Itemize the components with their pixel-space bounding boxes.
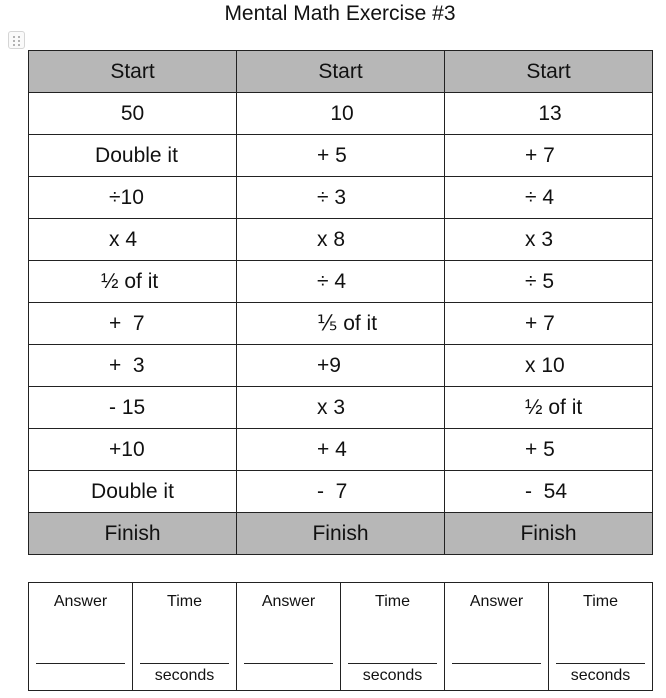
step-cell: x 3 xyxy=(445,219,653,261)
time-label: Time xyxy=(583,593,618,610)
column-header: Start xyxy=(445,51,653,93)
exercise-table xyxy=(28,50,653,555)
step-cell: + 5 xyxy=(445,429,653,471)
seconds-label: seconds xyxy=(570,667,631,684)
seconds-label: seconds xyxy=(154,667,215,684)
column-footer: Finish xyxy=(445,513,653,555)
step-row xyxy=(29,387,653,429)
step-row xyxy=(29,303,653,345)
step-cell: x 3 xyxy=(237,387,445,429)
step-row xyxy=(29,261,653,303)
step-cell: x 4 xyxy=(29,219,237,261)
step-cell: +10 xyxy=(29,429,237,471)
step-cell: - 7 xyxy=(237,471,445,513)
step-cell: ÷ 4 xyxy=(237,261,445,303)
header-row xyxy=(29,51,653,93)
step-cell: ÷ 5 xyxy=(445,261,653,303)
step-cell: + 5 xyxy=(237,135,445,177)
step-cell: Double it xyxy=(29,135,237,177)
step-cell: ⅕ of it xyxy=(237,303,445,345)
answer-blank-line xyxy=(36,663,125,664)
time-label: Time xyxy=(375,593,410,610)
time-box[interactable] xyxy=(549,583,653,691)
answer-row xyxy=(29,583,653,691)
step-cell: ÷ 4 xyxy=(445,177,653,219)
step-cell: 50 xyxy=(29,93,237,135)
page-title: Mental Math Exercise #3 xyxy=(224,2,456,25)
time-label: Time xyxy=(167,593,202,610)
step-cell: ÷10 xyxy=(29,177,237,219)
answer-box[interactable] xyxy=(29,583,133,691)
step-row xyxy=(29,93,653,135)
answer-blank-line xyxy=(452,663,541,664)
step-row xyxy=(29,471,653,513)
time-blank-line xyxy=(556,663,645,664)
answer-table xyxy=(28,582,653,691)
answer-box[interactable] xyxy=(237,583,341,691)
column-header: Start xyxy=(29,51,237,93)
answer-label: Answer xyxy=(261,593,316,610)
footer-row xyxy=(29,513,653,555)
column-footer: Finish xyxy=(237,513,445,555)
column-footer: Finish xyxy=(29,513,237,555)
step-cell: + 7 xyxy=(29,303,237,345)
step-cell: + 7 xyxy=(445,303,653,345)
answer-label: Answer xyxy=(53,593,108,610)
step-row xyxy=(29,345,653,387)
answer-blank-line xyxy=(244,663,333,664)
step-cell: Double it xyxy=(29,471,237,513)
step-cell: ÷ 3 xyxy=(237,177,445,219)
step-row xyxy=(29,177,653,219)
column-header: Start xyxy=(237,51,445,93)
step-cell: +9 xyxy=(237,345,445,387)
time-blank-line xyxy=(348,663,437,664)
drag-handle-icon[interactable] xyxy=(8,31,25,49)
seconds-label: seconds xyxy=(362,667,423,684)
time-blank-line xyxy=(140,663,229,664)
step-row xyxy=(29,429,653,471)
step-cell: + 3 xyxy=(29,345,237,387)
step-cell: x 10 xyxy=(445,345,653,387)
step-cell: 13 xyxy=(445,93,653,135)
step-row xyxy=(29,219,653,261)
step-cell: - 15 xyxy=(29,387,237,429)
step-cell: x 8 xyxy=(237,219,445,261)
time-box[interactable] xyxy=(341,583,445,691)
step-cell: ½ of it xyxy=(445,387,653,429)
step-cell: ½ of it xyxy=(29,261,237,303)
answer-label: Answer xyxy=(469,593,524,610)
step-cell: + 4 xyxy=(237,429,445,471)
step-cell: - 54 xyxy=(445,471,653,513)
time-box[interactable] xyxy=(133,583,237,691)
answer-box[interactable] xyxy=(445,583,549,691)
step-cell: + 7 xyxy=(445,135,653,177)
step-row xyxy=(29,135,653,177)
step-cell: 10 xyxy=(237,93,445,135)
